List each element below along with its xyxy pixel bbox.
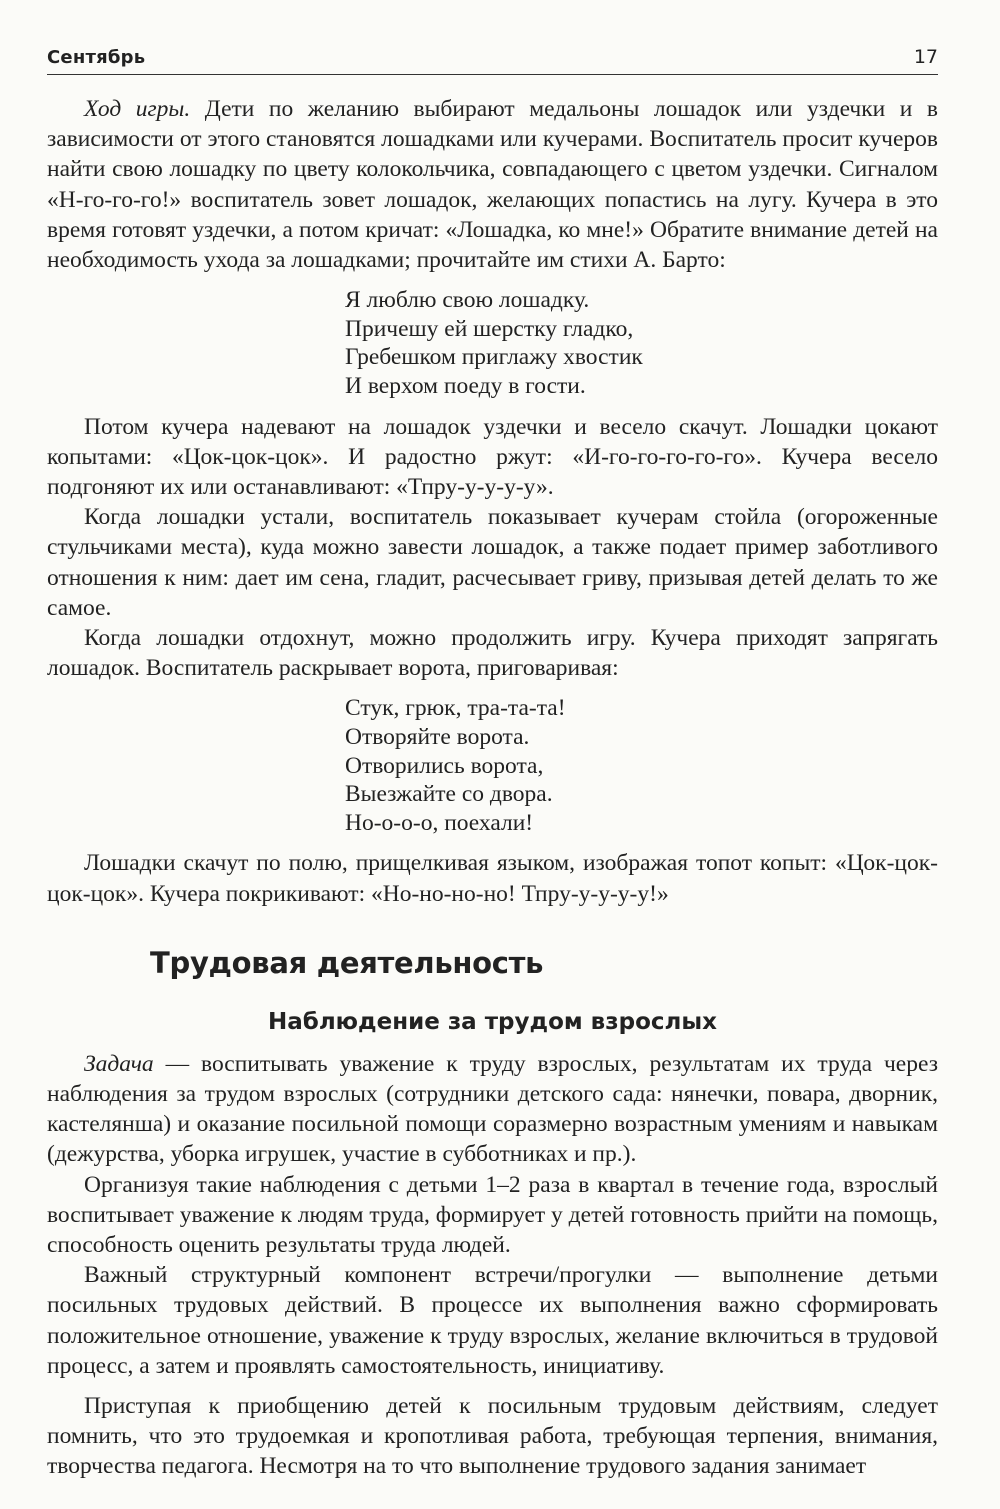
paragraph: Когда лошадки отдохнут, можно продолжить игру. Кучера приходят запрягать лошадок. Воспитатель раскрывает ворота, приговаривая: <box>47 625 938 682</box>
game-paragraph-text: Дети по желанию выбирают медальоны лошадок или уздечки и в зависимости от этого становятся лошадками или кучерами. Воспитатель просит кучеров найти свою лошадку по цвету колокольчика, совпадающего с цветом уздечки. Сигналом «Н-го-го-го!» воспитатель зовет лошадок, желающих попастись на лугу. Кучера в это время готовят уздечки, а потом кричат: «Лошадка, ко мне!» Обратите внимание детей на необходимость ухода за лошадками; прочитайте им стихи А. Барто: <box>47 96 938 274</box>
running-title: Сентябрь <box>47 47 146 68</box>
task-paragraph <box>47 1049 938 1170</box>
poem-line: Но-о-о-о, поехали! <box>345 809 534 836</box>
poem-line: Отворились ворота, <box>345 752 544 779</box>
paragraph: Важный структурный компонент встречи/прогулки — выполнение детьми посильных трудовых действий. В процессе их выполнения важно сформировать положительное отношение, уважение к труду взрослых, желание включиться в трудовой процесс, а затем и проявлять самостоятельность, инициативу. <box>47 1262 938 1379</box>
poem-line: Отворяйте ворота. <box>345 724 530 751</box>
poem-line: Стук, грюк, тра-та-та! <box>345 695 566 722</box>
page-body <box>47 94 938 1482</box>
poem-line: Я люблю свою лошадку. <box>345 287 590 314</box>
poem-line: Выезжайте со двора. <box>345 781 553 808</box>
subsection-heading: Наблюдение за трудом взрослых <box>268 1008 717 1035</box>
paragraph: Лошадки скачут по полю, прищелкивая языком, изображая топот копыт: «Цок-цок-цок-цок». Кучера покрикивают: «Но-но-но-но! Тпру-у-у-у-у!» <box>47 850 938 907</box>
poem-gates <box>345 694 938 837</box>
section-heading: Трудовая деятельность <box>150 945 544 980</box>
poem-line: Гребешком приглажу хвостик <box>345 344 643 371</box>
paragraph: Потом кучера надевают на лошадок уздечки и весело скачут. Лошадки цокают копытами: «Цок-цок-цок». И радостно ржут: «И-го-го-го-го-го». Кучера весело подгоняют их или останавливают: «Тпру-у-у-у-у». <box>47 413 938 500</box>
game-lead: Ход игры. <box>84 96 191 122</box>
poem-horse <box>345 286 938 400</box>
game-paragraph <box>47 94 938 275</box>
poem-line: Причешу ей шерстку гладко, <box>345 315 634 342</box>
page-header <box>47 36 938 75</box>
page-number: 17 <box>913 46 938 68</box>
task-lead: Задача <box>84 1050 154 1077</box>
paragraph: Когда лошадки устали, воспитатель показывает кучерам стойла (огороженные стульчиками места), куда можно завести лошадок, а также подает пример заботливого отношения к ним: дает им сена, гладит, расчесывает гриву, призывая детей делать то же самое. <box>47 504 938 621</box>
paragraph: Приступая к приобщению детей к посильным трудовым действиям, следует помнить, что это трудоемкая и кропотливая работа, требующая терпения, внимания, творчества педагога. Несмотря на то что выполнение трудового задания занимает <box>47 1393 938 1480</box>
poem-line: И верхом поеду в гости. <box>345 373 586 399</box>
task-paragraph-text: — воспитывать уважение к труду взрослых, результатам их труда через наблюдения за трудом взрослых (сотрудники детского сада: нянечки, повара, дворник, кастелянша) и оказание посильной помощи соразмерно возрастным умениям и навыкам (дежурства, уборка игрушек, участие в субботниках и пр.). <box>47 1050 938 1168</box>
paragraph: Организуя такие наблюдения с детьми 1–2 раза в квартал в течение года, взрослый воспитывает уважение к людям труда, формирует у детей готовность прийти на помощь, способность оценить результаты труда людей. <box>47 1171 938 1259</box>
